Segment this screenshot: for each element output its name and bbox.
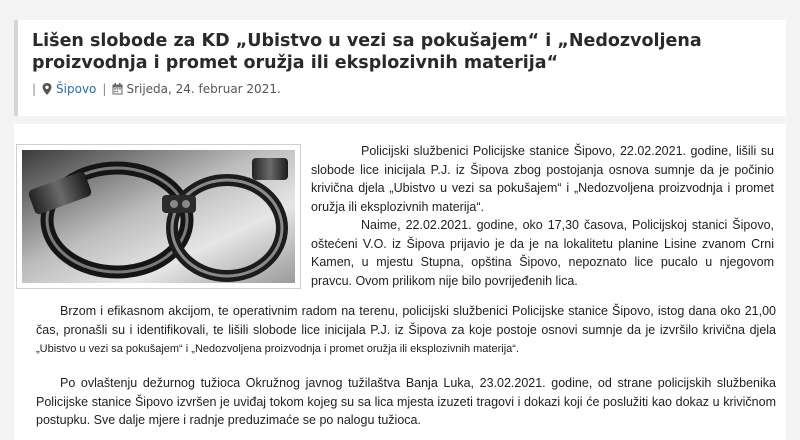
paragraph-3-tail: „Ubistvo u vezi sa pokušajem“ i „Nedozvoljena proizvodnja i promet oružja ili eksplozivnih materija“. bbox=[36, 343, 519, 355]
article-body bbox=[14, 124, 786, 440]
meta-separator: | bbox=[32, 82, 37, 96]
paragraph-3 bbox=[36, 302, 776, 359]
handcuffs-photo bbox=[16, 144, 301, 289]
article-header bbox=[14, 20, 786, 116]
paragraph-4: Po ovlaštenju dežurnog tužioca Okružnog javnog tužilaštva Banja Luka, 23.02.2021. godine, od strane policijskih službenika Policijske stanice Šipovo izvršen je uviđaj tokom kojeg su sa lica mjesta izuzeti tragovi i dokazi koji će poslužiti kao dokaz u krivičnom postupku. Sve dalje mjere i radnje preduzimaće se po nalogu tužioca. bbox=[36, 376, 776, 427]
meta-divider: | bbox=[102, 82, 107, 96]
location-link[interactable]: Šipovo bbox=[56, 82, 97, 96]
article-meta bbox=[32, 82, 281, 96]
calendar-icon bbox=[112, 83, 122, 95]
paragraph-3-main: Brzom i efikasnom akcijom, te operativnim radom na terenu, policijski službenici Policijske stanice Šipovo, istog dana oko 21,00 čas, pronašli su i identifikovali, te lišili slobode lice inicijala P.J. iz Šipova za koje postoje osnovi sumnje da je izvršilo krivična djela bbox=[36, 304, 776, 337]
map-marker-icon bbox=[42, 83, 52, 95]
paragraph-1: Policijski službenici Policijske stanice Šipovo, 22.02.2021. godine, lišili su slobode lice inicijala P.J. iz Šipova zbog postojanja osnova sumnje da je počinio krivična djela „Ubistvo u vezi sa pokušajem“ i „Nedozvoljena proizvodnja i promet oružja ili eksplozivnih materija“. bbox=[311, 144, 774, 214]
article-title: Lišen slobode za KD „Ubistvo u vezi sa pokušajem“ i „Nedozvoljena proizvodnja i promet oružja ili eksplozivnih materija“ bbox=[32, 31, 702, 73]
article-date: Srijeda, 24. februar 2021. bbox=[126, 82, 281, 96]
paragraph-2: Naime, 22.02.2021. godine, oko 17,30 časova, Policijskoj stanici Šipovo, oštećeni V.O. iz Šipova prijavio je da je na lokalitetu planine Lisine zvanom Crni Kamen, u mjestu Stupna, opština Šipovo, nepoznato lice pucalo u njegovom pravcu. Ovom prilikom nije bilo povrijeđenih lica. bbox=[311, 218, 774, 288]
